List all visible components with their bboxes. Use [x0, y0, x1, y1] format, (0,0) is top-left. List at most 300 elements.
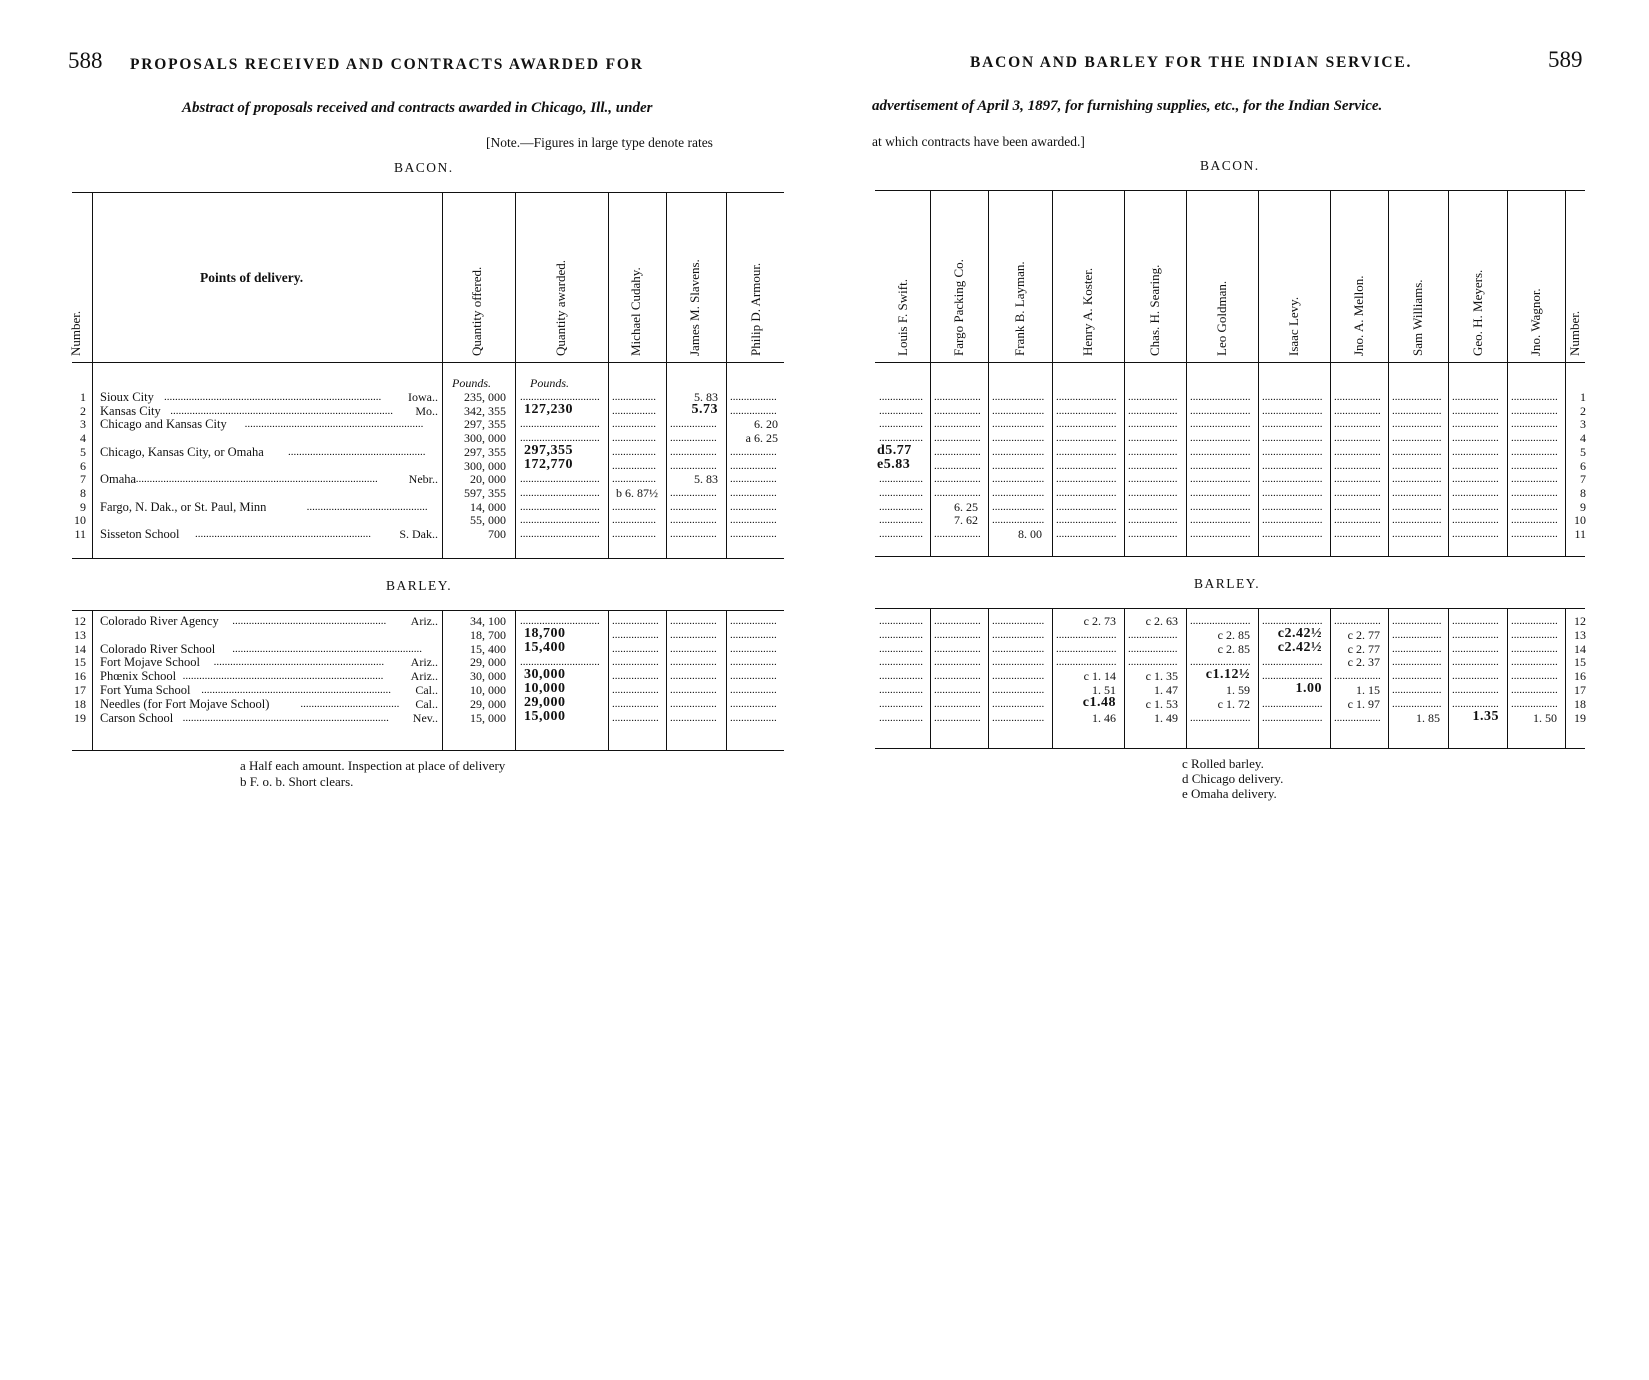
leader-dots: .................: [1452, 445, 1499, 458]
quantity-awarded: 172,770: [524, 456, 573, 472]
leader-dots: .................: [1334, 473, 1381, 486]
leader-dots: ................: [879, 432, 923, 445]
leader-dots: ................: [612, 473, 656, 486]
leader-dots: .........................................................................................: [133, 473, 378, 486]
leader-dots: .................: [1511, 445, 1558, 458]
bid-mellon: 1. 15: [1356, 683, 1380, 697]
row-number: 13: [1574, 627, 1586, 642]
leader-dots: .............................: [520, 528, 600, 540]
column-rule: [1124, 190, 1125, 556]
leader-dots: ..................: [1392, 528, 1442, 540]
row-number: 9: [1580, 499, 1586, 514]
leader-dots: ......................: [1190, 391, 1251, 403]
leader-dots: ................: [612, 500, 656, 513]
header-fargo-packing-co: Fargo Packing Co.: [951, 259, 966, 356]
leader-dots: .................................................................................: [170, 404, 393, 417]
leader-dots: ..............................................................: [213, 656, 385, 669]
leader-dots: .................: [1452, 697, 1499, 710]
header-sam-williams: Sam Williams.: [1410, 279, 1425, 356]
leader-dots: .................: [1511, 670, 1558, 683]
leader-dots: ..................: [1128, 486, 1178, 499]
leader-dots: .................: [1334, 670, 1381, 683]
delivery-point: Colorado River Agency: [100, 614, 219, 628]
leader-dots: ......................: [1262, 445, 1323, 458]
bid-slavens: 5.73: [691, 401, 718, 417]
leader-dots: ..................: [1128, 473, 1178, 486]
bid-value: e5.83: [877, 456, 911, 472]
leader-dots: ......................: [1056, 656, 1117, 669]
left-footnote-b: b F. o. b. Short clears.: [240, 774, 354, 789]
leader-dots: ..................: [1128, 404, 1178, 417]
leader-dots: ................: [879, 391, 923, 403]
row-number: 19: [74, 710, 86, 725]
leader-dots: .................: [1511, 404, 1558, 417]
delivery-point: Sioux City: [100, 390, 154, 404]
leader-dots: ..................: [1128, 656, 1178, 669]
quantity-offered: 20, 000: [470, 472, 506, 487]
leader-dots: ......................: [1190, 711, 1251, 724]
leader-dots: ......................: [1190, 656, 1251, 669]
leader-dots: .................................................................: [244, 418, 424, 431]
quantity-offered: 29, 000: [470, 655, 506, 670]
leader-dots: .................: [612, 670, 659, 683]
column-rule: [1258, 608, 1259, 748]
quantity-offered: 15, 400: [470, 641, 506, 656]
bid-goldman: c 1. 72: [1217, 696, 1250, 711]
row-number: 2: [1580, 403, 1586, 418]
bid-armour: a 6. 25: [745, 431, 778, 446]
bid-value: 7. 62: [954, 513, 978, 528]
leader-dots: .................: [1334, 528, 1381, 540]
leader-dots: .................: [1511, 528, 1558, 540]
leader-dots: ..................: [1392, 391, 1442, 403]
leader-dots: ......................: [1056, 404, 1117, 417]
leader-dots: .................: [1452, 432, 1499, 445]
leader-dots: .................: [670, 670, 717, 683]
leader-dots: .................: [1334, 500, 1381, 513]
leader-dots: ................: [879, 404, 923, 417]
leader-dots: ................: [879, 615, 923, 627]
leader-dots: .................: [1334, 432, 1381, 445]
right-footnote-e: e Omaha delivery.: [1182, 786, 1277, 801]
row-number: 1: [1580, 390, 1586, 404]
leader-dots: ......................: [1190, 528, 1251, 540]
leader-dots: ......................: [1190, 486, 1251, 499]
leader-dots: ......................: [1262, 391, 1323, 403]
leader-dots: ................: [612, 432, 656, 445]
header-isaac-levy: Isaac Levy.: [1286, 296, 1301, 356]
header-quantity-offered: Quantity offered.: [469, 266, 484, 356]
row-number: 4: [80, 431, 86, 446]
row-number: 5: [1580, 444, 1586, 459]
row-number: 5: [80, 444, 86, 459]
leader-dots: ..................: [1128, 642, 1178, 655]
leader-dots: ...................: [992, 711, 1045, 724]
leader-dots: .................: [730, 697, 777, 710]
leader-dots: ..................: [1392, 500, 1442, 513]
header-chas-h-searing: Chas. H. Searing.: [1147, 264, 1162, 356]
leader-dots: ......................: [1056, 514, 1117, 527]
right-barley-title: BARLEY.: [1194, 576, 1261, 591]
leader-dots: ......................: [1056, 391, 1117, 403]
delivery-point: Colorado River School: [100, 641, 216, 656]
leader-dots: ..................: [1392, 684, 1442, 696]
bid-searing: c 1. 35: [1145, 669, 1178, 684]
leader-dots: .................: [670, 697, 717, 710]
quantity-offered: 300, 000: [464, 458, 506, 473]
leader-dots: .................: [1511, 628, 1558, 641]
leader-dots: .................: [730, 670, 777, 683]
quantity-offered: 300, 000: [464, 431, 506, 446]
leader-dots: ......................: [1262, 500, 1323, 513]
leader-dots: ...................: [992, 418, 1045, 431]
leader-dots: .................: [934, 670, 981, 683]
leader-dots: ................: [879, 684, 923, 696]
bid-slavens: 5. 83: [694, 390, 718, 404]
leader-dots: .................: [1452, 459, 1499, 472]
bid-value: d5.77: [877, 442, 912, 458]
state-abbrev: Mo..: [415, 403, 438, 418]
row-number: 11: [1574, 527, 1586, 541]
bid-armour: 6. 20: [754, 417, 778, 432]
right-page-number: 589: [1548, 47, 1583, 72]
leader-dots: ..................: [1128, 391, 1178, 403]
leader-dots: .................: [612, 615, 659, 627]
leader-dots: .................: [934, 391, 981, 403]
leader-dots: .................: [1452, 514, 1499, 527]
leader-dots: .................: [670, 459, 717, 472]
bid-koster: c 2. 73: [1083, 614, 1116, 628]
quantity-awarded: 297,355: [524, 442, 573, 458]
quantity-awarded: 18,700: [524, 625, 566, 641]
leader-dots: ................: [612, 528, 656, 540]
leader-dots: .................: [934, 418, 981, 431]
leader-dots: ......................: [1262, 697, 1323, 710]
leader-dots: .............................: [520, 391, 600, 403]
leader-dots: ................................................................: [195, 528, 371, 540]
leader-dots: .................: [1334, 445, 1381, 458]
quantity-offered: 597, 355: [464, 485, 506, 500]
row-number: 17: [74, 683, 86, 697]
leader-dots: .................: [934, 473, 981, 486]
advert-line: advertisement of April 3, 1897, for furnishing supplies, etc., for the Indian Service.: [872, 98, 1383, 114]
column-rule: [1448, 608, 1449, 748]
column-rule: [1124, 608, 1125, 748]
leader-dots: .................: [1452, 418, 1499, 431]
bid-koster: 1. 51: [1092, 683, 1116, 697]
leader-dots: ..................: [1128, 628, 1178, 641]
quantity-awarded: 29,000: [524, 694, 566, 710]
bid-koster: 1. 46: [1092, 710, 1116, 725]
header-frank-b-layman: Frank B. Layman.: [1012, 261, 1027, 356]
row-number: 14: [1574, 641, 1586, 656]
leader-dots: .................: [934, 615, 981, 627]
quantity-awarded: 15,400: [524, 639, 566, 655]
leader-dots: .................: [730, 459, 777, 472]
leader-dots: .................: [670, 711, 717, 724]
header-number: Number.: [1567, 310, 1582, 356]
row-number: 14: [74, 641, 86, 656]
leader-dots: .................: [1452, 404, 1499, 417]
leader-dots: .................: [730, 642, 777, 655]
leader-dots: ........................................................: [232, 615, 387, 627]
quantity-offered: 34, 100: [470, 614, 506, 628]
leader-dots: ...........................................................................: [182, 711, 389, 724]
leader-dots: .....................................................................: [201, 684, 391, 696]
leader-dots: .................: [730, 404, 777, 417]
quantity-awarded: 127,230: [524, 401, 573, 417]
state-abbrev: Nebr..: [408, 472, 438, 487]
leader-dots: ................: [879, 418, 923, 431]
leader-dots: .................: [1511, 459, 1558, 472]
leader-dots: ......................: [1262, 486, 1323, 499]
leader-dots: .................: [1511, 432, 1558, 445]
state-abbrev: S. Dak..: [399, 527, 438, 541]
leader-dots: ......................: [1262, 711, 1323, 724]
leader-dots: .................: [1334, 486, 1381, 499]
leader-dots: ................: [879, 670, 923, 683]
leader-dots: .................: [1452, 473, 1499, 486]
leader-dots: ..................: [1392, 615, 1442, 627]
leader-dots: .................: [934, 628, 981, 641]
leader-dots: ......................: [1262, 656, 1323, 669]
delivery-point: Phœnix School: [100, 669, 177, 684]
leader-dots: .................: [730, 391, 777, 403]
leader-dots: ...................: [992, 697, 1045, 710]
row-number: 16: [74, 669, 86, 684]
leader-dots: .................: [1334, 459, 1381, 472]
leader-dots: ......................: [1056, 432, 1117, 445]
leader-dots: .................: [670, 615, 717, 627]
quantity-awarded: 30,000: [524, 667, 566, 683]
leader-dots: .................: [612, 684, 659, 696]
leader-dots: ......................: [1190, 500, 1251, 513]
leader-dots: .................: [1452, 500, 1499, 513]
leader-dots: ...................: [992, 684, 1045, 696]
leader-dots: .................: [1511, 615, 1558, 627]
leader-dots: .................: [934, 445, 981, 458]
leader-dots: .................: [730, 486, 777, 499]
right-footnote-d: d Chicago delivery.: [1182, 771, 1284, 786]
note-line: [Note.—Figures in large type denote rates: [486, 135, 713, 150]
leader-dots: ................: [612, 404, 656, 417]
leader-dots: ...................: [992, 391, 1045, 403]
bid-wagnor: 1. 50: [1533, 710, 1557, 725]
row-number: 8: [1580, 485, 1586, 500]
leader-dots: ................: [879, 514, 923, 527]
column-rule: [1258, 190, 1259, 556]
leader-dots: .................: [934, 432, 981, 445]
leader-dots: .................: [1334, 391, 1381, 403]
leader-dots: ................: [612, 459, 656, 472]
bid-slavens: 5. 83: [694, 472, 718, 487]
leader-dots: .............................: [520, 432, 600, 445]
leader-dots: ................: [612, 391, 656, 403]
leader-dots: ......................: [1056, 459, 1117, 472]
leader-dots: .................: [1511, 697, 1558, 710]
quantity-awarded: 15,000: [524, 708, 566, 724]
leader-dots: .............................: [520, 418, 600, 431]
leader-dots: .....................................................................: [232, 642, 422, 655]
leader-dots: ..................: [1392, 486, 1442, 499]
leader-dots: .............................: [520, 656, 600, 669]
leader-dots: .............................: [520, 473, 600, 486]
left-bacon-title: BACON.: [394, 160, 454, 175]
leader-dots: .................: [934, 486, 981, 499]
delivery-point: Omaha: [100, 472, 137, 487]
column-rule: [988, 190, 989, 556]
leader-dots: ................: [879, 711, 923, 724]
leader-dots: .................: [1511, 486, 1558, 499]
delivery-point: Fort Yuma School: [100, 683, 191, 697]
column-rule: [1052, 608, 1053, 748]
leader-dots: ..................: [1392, 459, 1442, 472]
bid-goldman: 1. 59: [1226, 683, 1250, 697]
leader-dots: .................: [1334, 514, 1381, 527]
leader-dots: ................: [879, 500, 923, 513]
leader-dots: ................: [612, 514, 656, 527]
leader-dots: .............................: [520, 486, 600, 499]
leader-dots: .................: [730, 445, 777, 458]
bid-goldman: c 2. 85: [1217, 627, 1250, 642]
row-number: 15: [1574, 655, 1586, 670]
leader-dots: .................: [1511, 514, 1558, 527]
leader-dots: .................: [730, 628, 777, 641]
column-rule: [1507, 190, 1508, 556]
leader-dots: .................: [1511, 391, 1558, 403]
row-number: 3: [80, 417, 86, 432]
row-number: 1: [80, 390, 86, 404]
quantity-offered: 700: [488, 527, 506, 541]
leader-dots: .................: [1452, 486, 1499, 499]
row-number: 11: [74, 527, 86, 541]
leader-dots: ..................: [1128, 418, 1178, 431]
row-number: 19: [1574, 710, 1586, 725]
column-rule: [1330, 608, 1331, 748]
left-page-number: 588: [68, 48, 103, 73]
leader-dots: .................: [670, 500, 717, 513]
quantity-offered: 18, 700: [470, 627, 506, 642]
leader-dots: ..................................................: [288, 445, 426, 458]
leader-dots: ....................................: [300, 697, 400, 710]
state-abbrev: Cal..: [415, 696, 438, 711]
bid-cudahy: b 6. 87½: [616, 485, 658, 500]
quantity-offered: 10, 000: [470, 683, 506, 697]
leader-dots: ......................: [1190, 445, 1251, 458]
leader-dots: .............................: [520, 514, 600, 527]
header-james-slavens: James M. Slavens.: [687, 259, 702, 356]
row-number: 6: [80, 458, 86, 473]
leader-dots: ............................................: [306, 500, 428, 513]
delivery-point: Fort Mojave School: [100, 655, 200, 670]
leader-dots: .................: [612, 711, 659, 724]
bid-mellon: c 1. 97: [1347, 696, 1380, 711]
leader-dots: .................: [670, 528, 717, 540]
bid-levy: 1.00: [1295, 681, 1322, 696]
leader-dots: ...................: [992, 628, 1045, 641]
leader-dots: .................: [612, 656, 659, 669]
leader-dots: .................: [730, 500, 777, 513]
leader-dots: .................: [934, 656, 981, 669]
leader-dots: .................: [670, 514, 717, 527]
leader-dots: ..................: [1392, 473, 1442, 486]
leader-dots: .........................................................................: [182, 670, 384, 683]
bid-goldman: c1.12½: [1205, 667, 1250, 683]
left-barley-title: BARLEY.: [386, 578, 453, 593]
leader-dots: ...................: [992, 445, 1045, 458]
row-number: 7: [1580, 472, 1586, 487]
leader-dots: ......................: [1262, 404, 1323, 417]
bid-searing: 1. 47: [1154, 683, 1178, 697]
row-number: 17: [1574, 683, 1586, 697]
leader-dots: .................: [730, 711, 777, 724]
row-number: 9: [80, 499, 86, 514]
leader-dots: ......................: [1190, 404, 1251, 417]
leader-dots: ......................: [1190, 459, 1251, 472]
leader-dots: .............................: [520, 500, 600, 513]
row-number: 4: [1580, 431, 1586, 446]
leader-dots: ...................: [992, 615, 1045, 627]
leader-dots: ...................: [992, 514, 1045, 527]
column-rule: [1186, 190, 1187, 556]
row-number: 2: [80, 403, 86, 418]
quantity-awarded: 10,000: [524, 681, 566, 696]
quantity-offered: 14, 000: [470, 499, 506, 514]
column-rule: [1052, 190, 1053, 556]
row-number: 3: [1580, 417, 1586, 432]
header-philip-armour: Philip D. Armour.: [748, 262, 763, 356]
leader-dots: .................: [934, 404, 981, 417]
leader-dots: .................: [1511, 684, 1558, 696]
leader-dots: .................: [934, 697, 981, 710]
quantity-offered: 15, 000: [470, 710, 506, 725]
leader-dots: ..................: [1128, 445, 1178, 458]
leader-dots: .................: [730, 473, 777, 486]
row-number: 12: [1574, 614, 1586, 628]
leader-dots: .................: [730, 615, 777, 627]
quantity-offered: 297, 355: [464, 444, 506, 459]
header-henry-a-koster: Henry A. Koster.: [1080, 267, 1095, 356]
header-jno-wagnor: Jno. Wagnor.: [1528, 288, 1543, 356]
leader-dots: ......................: [1056, 500, 1117, 513]
leader-dots: ................: [612, 445, 656, 458]
leader-dots: ..................: [1392, 697, 1442, 710]
column-rule: [1448, 190, 1449, 556]
delivery-point: Carson School: [100, 710, 174, 725]
row-number: 6: [1580, 458, 1586, 473]
leader-dots: ................: [879, 486, 923, 499]
leader-dots: ...................: [992, 473, 1045, 486]
leader-dots: ..................: [1128, 500, 1178, 513]
leader-dots: .................: [670, 432, 717, 445]
leader-dots: ...................: [992, 404, 1045, 417]
leader-dots: ......................: [1056, 418, 1117, 431]
delivery-point: Fargo, N. Dak., or St. Paul, Minn: [100, 499, 267, 514]
column-rule: [930, 190, 931, 556]
row-number: 15: [74, 655, 86, 670]
column-rule: [1388, 190, 1389, 556]
leader-dots: .................: [1452, 391, 1499, 403]
leader-dots: ...................: [992, 486, 1045, 499]
leader-dots: ......................: [1056, 628, 1117, 641]
column-rule: [1507, 608, 1508, 748]
leader-dots: ......................: [1262, 514, 1323, 527]
leader-dots: .................: [934, 642, 981, 655]
bid-searing: c 2. 63: [1145, 614, 1178, 628]
leader-dots: .................: [1452, 656, 1499, 669]
column-rule: [1330, 190, 1331, 556]
leader-dots: .................: [612, 642, 659, 655]
